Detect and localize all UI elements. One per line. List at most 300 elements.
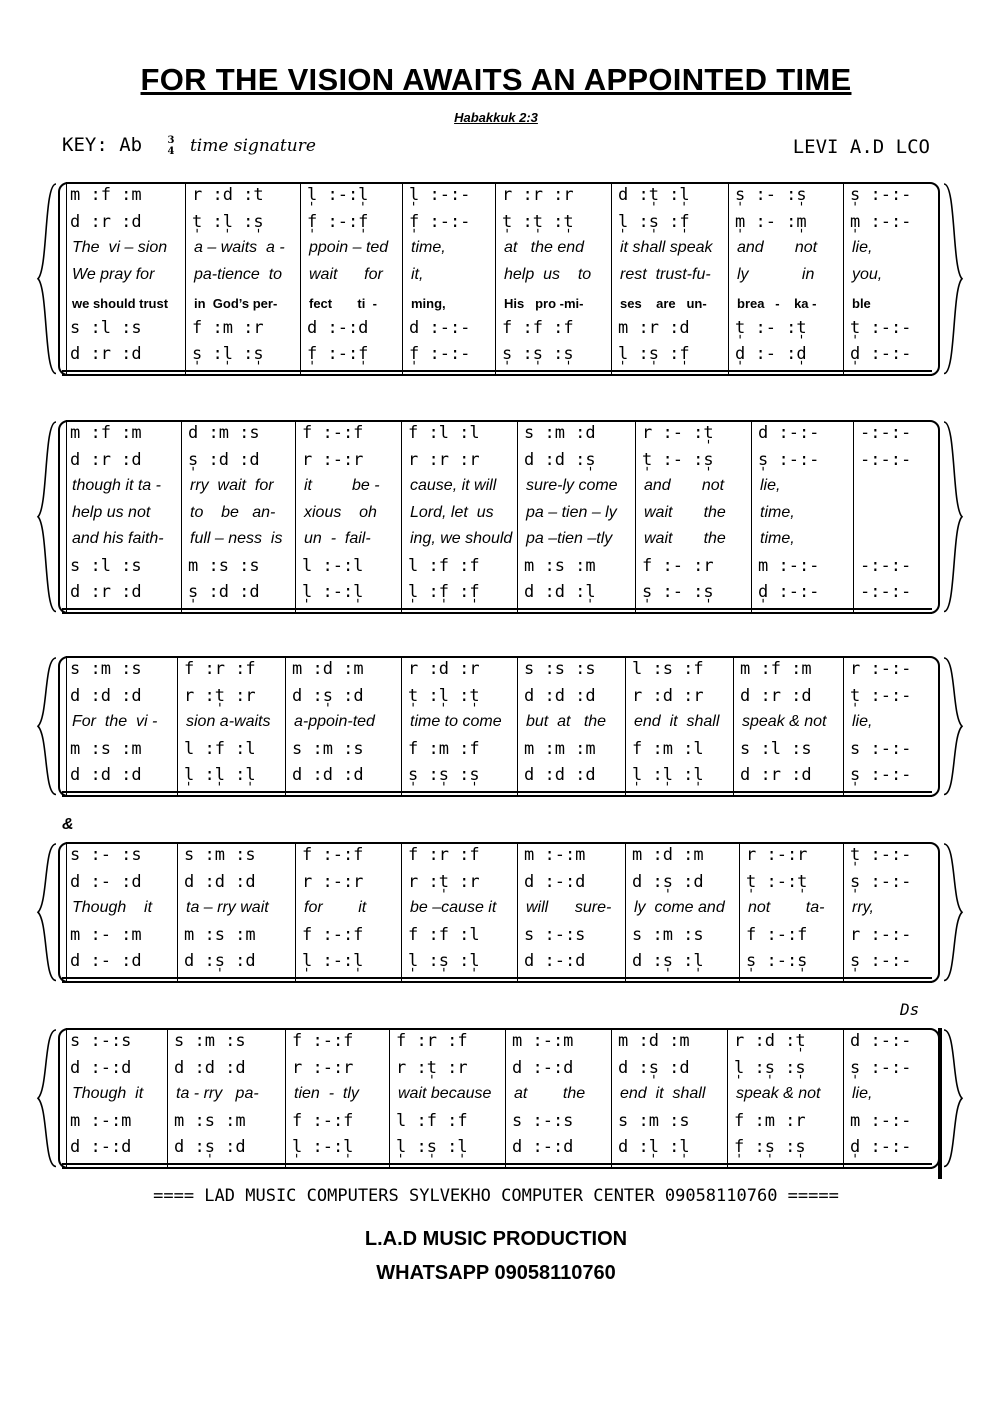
bar-line <box>300 182 301 376</box>
lyric-text: for it <box>304 899 367 916</box>
lyric-text: but at the <box>526 713 607 730</box>
lyric-text: wait the <box>644 503 726 521</box>
solfa-notes: s :- :s <box>70 845 142 865</box>
solfa-notes: d :r :d <box>740 765 812 785</box>
key-label: KEY: Ab <box>62 134 143 156</box>
solfa-notes: l̩ :-:l̩ <box>307 185 369 205</box>
lyric-text: lie, <box>852 1085 873 1102</box>
solfa-notes: f :m :f <box>408 738 480 759</box>
lyric-text: xious oh <box>304 503 377 521</box>
key-signature <box>62 134 316 157</box>
bar-line <box>517 656 518 797</box>
solfa-notes: s̩ :d :d <box>188 582 260 602</box>
lyric-text: wait for <box>309 265 383 283</box>
bar-line <box>401 420 402 614</box>
bar-line <box>635 420 636 614</box>
solfa-notes: d :t̩ :l̩ <box>618 185 690 205</box>
solfa-notes: m :f :m <box>70 423 142 443</box>
solfa-notes: d :-:d <box>524 871 586 892</box>
solfa-notes: l̩ :s̩ :l̩ <box>396 1137 468 1157</box>
bar-line <box>843 842 844 983</box>
bar-line <box>285 656 286 797</box>
bar-line <box>167 1028 168 1169</box>
lyric-text: rry, <box>852 899 874 916</box>
solfa-notes: d :d :d <box>184 871 256 892</box>
solfa-notes: l̩ :l̩ :l̩ <box>632 765 704 785</box>
lyric-text: a – waits a - <box>194 239 285 256</box>
lyric-text: ly come and <box>634 899 725 916</box>
solfa-notes: m :-:m <box>524 845 586 865</box>
solfa-notes: t̩ :- :s̩ <box>642 449 714 470</box>
lyric-text: ppoin – ted <box>309 239 389 256</box>
solfa-notes: m :-:m <box>70 1110 132 1131</box>
solfa-notes: d :r :d <box>70 582 142 602</box>
solfa-notes: s :m :s <box>70 659 142 679</box>
lyric-text: Lord, let us <box>410 503 494 521</box>
solfa-notes: f :r :f <box>396 1031 468 1051</box>
solfa-notes: d̩ :-:- <box>850 1137 912 1157</box>
solfa-notes: r :t̩ :r <box>396 1057 468 1078</box>
solfa-notes: f :r :f <box>408 845 480 865</box>
bar-line <box>853 420 854 614</box>
solfa-notes: m :f :m <box>70 185 142 205</box>
bar-line <box>402 182 403 376</box>
solfa-notes: s :m :s <box>292 738 364 759</box>
solfa-notes: l̩ :s̩ :f̩ <box>618 344 690 364</box>
solfa-notes: m :m :m <box>524 738 596 759</box>
solfa-notes: r :-:- <box>850 924 912 945</box>
solfa-notes: d :l̩ :l̩ <box>618 1137 690 1157</box>
lyric-text: pa-tience to <box>194 265 283 283</box>
solfa-notes: m :d :m <box>632 845 704 865</box>
solfa-notes: m :r :d <box>618 317 690 338</box>
solfa-notes: t̩ :- :t̩ <box>735 317 807 338</box>
lyric-text: lie, <box>852 239 873 256</box>
production-credit: L.A.D MUSIC PRODUCTION <box>364 1228 628 1250</box>
solfa-notes: r :-:r <box>302 449 364 470</box>
solfa-notes: l̩ :s̩ :s̩ <box>734 1057 806 1078</box>
bar-line <box>625 842 626 983</box>
solfa-notes: l̩ :l̩ :l̩ <box>184 765 256 785</box>
lyric-text: not ta- <box>748 899 825 916</box>
solfa-notes: d :d :d <box>174 1057 246 1078</box>
solfa-notes: s :-:- <box>850 738 912 759</box>
lyric-text: it be - <box>304 477 380 494</box>
lyric-text: pa – tien – ly <box>526 503 617 521</box>
solfa-notes: r :-:- <box>850 659 912 679</box>
segno-mark: & <box>62 816 74 833</box>
solfa-notes: -:-:- <box>860 423 912 443</box>
bar-line <box>66 842 67 983</box>
bar-line <box>295 420 296 614</box>
bar-line <box>401 656 402 797</box>
right-brace-icon <box>942 1028 966 1173</box>
lyric-text: time, <box>760 530 795 547</box>
solfa-notes: f :- :r <box>642 555 714 576</box>
lyric-text: we should trust <box>72 296 169 311</box>
solfa-notes: m :s :s <box>188 555 260 576</box>
lyric-text: pa –tien –tly <box>526 530 613 547</box>
solfa-notes: l̩ :s̩ :l̩ <box>408 951 480 971</box>
solfa-notes: l :f :f <box>396 1110 468 1131</box>
right-brace-icon <box>942 182 966 380</box>
lyric-text: a-ppoin-ted <box>294 713 375 730</box>
solfa-notes: m :d :m <box>618 1031 690 1051</box>
solfa-notes: r :-:r <box>292 1057 354 1078</box>
whatsapp-contact: WHATSAPP 09058110760 <box>376 1262 616 1284</box>
solfa-notes: f :-:f <box>292 1110 354 1131</box>
solfa-notes: s̩ :-:- <box>850 871 912 892</box>
solfa-notes: s :m :s <box>632 924 704 945</box>
solfa-notes: d :r :d <box>70 449 142 470</box>
solfa-notes: d :d :d <box>524 685 596 706</box>
bar-line <box>285 1028 286 1169</box>
bar-line <box>177 656 178 797</box>
solfa-notes: s :m :d <box>524 423 596 443</box>
solfa-notes: d :d :s̩ <box>524 449 596 470</box>
solfa-notes: l :-:l <box>302 555 364 576</box>
bar-line <box>505 1028 506 1169</box>
solfa-notes: r :-:r <box>302 871 364 892</box>
solfa-notes: s :s :s <box>524 659 596 679</box>
lyric-text: though it ta - <box>72 477 161 494</box>
solfa-notes: l̩ :-:- <box>409 185 471 205</box>
bar-line <box>401 842 402 983</box>
bar-line <box>295 842 296 983</box>
solfa-notes: d :-:- <box>850 1031 912 1051</box>
right-brace-icon <box>942 842 966 987</box>
solfa-notes: l :s :f <box>632 659 704 679</box>
left-brace-icon <box>34 656 58 801</box>
lyric-text: Though it <box>72 899 153 916</box>
solfa-notes: m :s :m <box>70 738 142 759</box>
lyric-text: you, <box>852 265 883 283</box>
left-brace-icon <box>34 182 58 380</box>
solfa-notes: m :-:- <box>850 1110 912 1131</box>
score-system <box>0 842 992 999</box>
lyric-text: time to come <box>410 713 502 730</box>
solfa-notes: r :d :r <box>632 685 704 706</box>
solfa-notes: s :m :s <box>618 1110 690 1131</box>
time-signature-fraction <box>168 135 175 157</box>
solfa-notes: s :-:s <box>512 1110 574 1131</box>
lyric-text: at the <box>514 1085 586 1102</box>
bar-line <box>181 420 182 614</box>
solfa-notes: f :r :f <box>184 659 256 679</box>
lyric-text: rest trust-fu- <box>620 265 711 283</box>
lyric-text: ble <box>852 296 871 311</box>
solfa-notes: d :d :d <box>292 765 364 785</box>
solfa-notes: f :f :f <box>502 317 574 338</box>
bar-line <box>185 182 186 376</box>
solfa-notes: s :-:s <box>524 924 586 945</box>
solfa-notes: s :m :s <box>174 1031 246 1051</box>
lyric-text: time, <box>411 239 446 256</box>
solfa-notes: r :d :r <box>408 659 480 679</box>
lyric-text: The vi – sion <box>72 239 168 256</box>
lyric-text: ly in <box>737 265 815 283</box>
lyric-text: help us not <box>72 503 151 521</box>
bar-line <box>843 656 844 797</box>
time-signature-label: time signature <box>189 136 316 156</box>
bar-line <box>727 1028 728 1169</box>
solfa-notes: t̩ :-:- <box>850 317 912 338</box>
lyric-text: sure-ly come <box>526 477 618 494</box>
bar-line <box>389 1028 390 1169</box>
solfa-notes: l̩ :f̩ :f̩ <box>408 582 480 602</box>
lyric-text: end it shall <box>634 713 720 730</box>
lyric-text: it shall speak <box>620 239 713 256</box>
solfa-notes: m :f :m <box>740 659 812 679</box>
lyric-text: at the end <box>504 239 585 256</box>
solfa-notes: r :d :t <box>192 185 264 205</box>
solfa-notes: l̩ :-:l̩ <box>302 582 364 602</box>
solfa-notes: m̩ :-:- <box>850 211 912 232</box>
composer: LEVI A.D LCO <box>792 136 930 158</box>
lyric-text: un - fail- <box>304 530 371 547</box>
footer-credits: ==== LAD MUSIC COMPUTERS SYLVEKHO COMPUTER CENTER 09058110760 ===== <box>153 1186 839 1206</box>
lyric-text: speak & not <box>742 713 827 730</box>
system-divider <box>62 608 932 614</box>
solfa-notes: m :- :m <box>70 924 142 945</box>
bar-line <box>66 656 67 797</box>
solfa-notes: l̩ :-:l̩ <box>292 1137 354 1157</box>
solfa-notes: s̩ :-:s̩ <box>746 951 808 971</box>
lyric-text: Though it <box>72 1085 144 1102</box>
solfa-notes: s̩ :s̩ :s̩ <box>502 344 574 364</box>
lyric-text: His pro -mi- <box>504 296 584 311</box>
solfa-notes: s :-:s <box>70 1031 132 1051</box>
bar-line <box>66 420 67 614</box>
solfa-notes: d :d :d <box>524 765 596 785</box>
solfa-notes: l :f :l <box>184 738 256 759</box>
solfa-notes: s̩ :d :d <box>188 449 260 470</box>
lyric-text: and not <box>737 239 818 256</box>
solfa-notes: r :- :t̩ <box>642 423 714 443</box>
lyric-text: lie, <box>852 713 873 730</box>
solfa-notes: s :l :s <box>70 555 142 576</box>
system-divider <box>62 791 932 797</box>
time-sig-top: 3 <box>167 134 175 146</box>
solfa-notes: m̩ :- :m̩ <box>735 211 807 232</box>
lyric-text: We pray for <box>72 265 155 283</box>
solfa-notes: d :s̩ :d <box>174 1137 246 1157</box>
bar-line <box>728 182 729 376</box>
solfa-notes: d :-:d <box>70 1137 132 1157</box>
solfa-notes: d :r :d <box>70 211 142 232</box>
solfa-notes: d :-:d <box>70 1057 132 1078</box>
lyric-text: it, <box>411 265 424 283</box>
lyric-text: in God’s per- <box>194 296 278 311</box>
solfa-notes: m :s :m <box>524 555 596 576</box>
solfa-notes: t̩ :-:- <box>850 685 912 706</box>
solfa-notes: s̩ :-:- <box>850 185 912 205</box>
solfa-notes: d :m :s <box>188 423 260 443</box>
solfa-notes: d :- :d <box>70 951 142 971</box>
lyric-text: and not <box>644 477 725 494</box>
solfa-notes: f :-:f <box>302 423 364 443</box>
solfa-notes: f̩ :-:f̩ <box>307 211 369 232</box>
solfa-notes: f :-:f <box>302 924 364 945</box>
solfa-notes: r :r :r <box>408 449 480 470</box>
page-title: FOR THE VISION AWAITS AN APPOINTED TIME <box>140 62 852 97</box>
lyric-text: cause, it will <box>410 477 497 494</box>
solfa-notes: d :- :d <box>70 871 142 892</box>
bar-line <box>517 842 518 983</box>
solfa-notes: d :-:d <box>524 951 586 971</box>
solfa-notes: f̩ :s̩ :s̩ <box>734 1137 806 1157</box>
lyric-text: be –cause it <box>410 899 497 916</box>
solfa-notes: d :d :d <box>70 765 142 785</box>
solfa-notes: d :s̩ :d <box>184 951 256 971</box>
solfa-notes: f :-:f <box>302 845 364 865</box>
solfa-notes: d :-:d <box>307 317 369 338</box>
solfa-notes: d :-:d <box>512 1137 574 1157</box>
system-divider <box>62 370 932 376</box>
lyric-text: sion a-waits <box>186 713 271 730</box>
bar-line <box>517 420 518 614</box>
score-system <box>0 656 992 813</box>
bar-line <box>625 656 626 797</box>
solfa-notes: s̩ :-:- <box>850 765 912 785</box>
lyric-text: ming, <box>411 296 446 311</box>
solfa-notes: d :s̩ :l̩ <box>632 951 704 971</box>
lyric-text: and his faith- <box>72 530 164 547</box>
solfa-notes: f̩ :-:- <box>409 211 471 232</box>
solfa-notes: m :-:m <box>512 1031 574 1051</box>
lyric-text: speak & not <box>736 1085 821 1102</box>
lyric-text: to be an- <box>190 503 276 521</box>
solfa-notes: d :r :d <box>740 685 812 706</box>
solfa-notes: m :-:- <box>758 555 820 576</box>
system-divider <box>62 1163 932 1169</box>
lyric-text: end it shall <box>620 1085 706 1102</box>
bar-line <box>843 1028 844 1169</box>
solfa-notes: d :d :d <box>70 685 142 706</box>
solfa-notes: r :d :t̩ <box>734 1031 806 1051</box>
score-system <box>0 182 992 392</box>
lyric-text: ses are un- <box>620 296 707 311</box>
lyric-text: tien - tly <box>294 1085 359 1102</box>
solfa-notes: d̩ :-:- <box>758 582 820 602</box>
solfa-notes: d :-:d <box>512 1057 574 1078</box>
solfa-notes: f̩ :-:- <box>409 344 471 364</box>
solfa-notes: t̩ :l̩ :s̩ <box>192 211 264 232</box>
solfa-notes: -:-:- <box>860 582 912 602</box>
lyric-text: help us to <box>504 265 592 283</box>
solfa-notes: m :s :m <box>184 924 256 945</box>
solfa-notes: d :s̩ :d <box>618 1057 690 1078</box>
solfa-notes: f :l :l <box>408 423 480 443</box>
bar-line <box>66 1028 67 1169</box>
solfa-notes: f :-:f <box>292 1031 354 1051</box>
solfa-notes: d :d :l̩ <box>524 582 596 602</box>
bar-line <box>177 842 178 983</box>
solfa-notes: f :m :r <box>734 1110 806 1131</box>
lyric-text: fect ti - <box>309 296 377 311</box>
lyric-text: rry wait for <box>190 477 274 494</box>
solfa-notes: -:-:- <box>860 449 912 470</box>
solfa-notes: l̩ :s̩ :f̩ <box>618 211 690 232</box>
solfa-notes: r :-:r <box>746 845 808 865</box>
lyric-text: For the vi - <box>72 713 158 730</box>
solfa-notes: d :-:- <box>409 317 471 338</box>
solfa-notes: t̩ :t̩ :t̩ <box>502 211 574 232</box>
dal-segno-mark: Ds <box>900 1000 920 1019</box>
right-brace-icon <box>942 420 966 618</box>
solfa-notes: d̩ :- :d̩ <box>735 344 807 364</box>
lyric-text: ta – rry wait <box>186 899 269 916</box>
solfa-notes: m :s :m <box>174 1110 246 1131</box>
bar-line <box>733 656 734 797</box>
score-system <box>0 420 992 630</box>
bar-line <box>611 182 612 376</box>
lyric-text: time, <box>760 503 795 521</box>
time-sig-bottom: 4 <box>167 145 175 157</box>
right-brace-icon <box>942 656 966 801</box>
solfa-notes: f :m :r <box>192 317 264 338</box>
solfa-notes: s̩ :-:- <box>758 449 820 470</box>
solfa-notes: d :r :d <box>70 344 142 364</box>
solfa-notes: r :t̩ :r <box>184 685 256 706</box>
solfa-notes: f :f :l <box>408 924 480 945</box>
solfa-notes: f̩ :-:f̩ <box>307 344 369 364</box>
solfa-notes: r :r :r <box>502 185 574 205</box>
solfa-notes: s̩ :- :s̩ <box>735 185 807 205</box>
solfa-notes: s̩ :s̩ :s̩ <box>408 765 480 785</box>
scripture-reference: Habakkuk 2:3 <box>454 110 538 125</box>
bar-line <box>751 420 752 614</box>
score-system <box>0 1028 992 1185</box>
lyric-text: brea - ka - <box>737 296 817 311</box>
bar-line <box>739 842 740 983</box>
solfa-notes: s :m :s <box>184 845 256 865</box>
lyric-text: wait because <box>398 1085 492 1102</box>
left-brace-icon <box>34 420 58 618</box>
solfa-notes: t̩ :l̩ :t̩ <box>408 685 480 706</box>
lyric-text: ta - rry pa- <box>176 1085 259 1102</box>
solfa-notes: t̩ :-:- <box>850 845 912 865</box>
bar-line <box>611 1028 612 1169</box>
solfa-notes: s̩ :-:- <box>850 951 912 971</box>
solfa-notes: d :s̩ :d <box>292 685 364 706</box>
solfa-notes: s̩ :l̩ :s̩ <box>192 344 264 364</box>
solfa-notes: f :m :l <box>632 738 704 759</box>
lyric-text: lie, <box>760 477 781 494</box>
bar-line <box>843 182 844 376</box>
solfa-notes: d̩ :-:- <box>850 344 912 364</box>
lyric-text: wait the <box>644 530 726 547</box>
system-divider <box>62 977 932 983</box>
lyric-text: will sure- <box>526 899 612 916</box>
solfa-notes: m :d :m <box>292 659 364 679</box>
solfa-notes: s̩ :-:- <box>850 1057 912 1078</box>
solfa-notes: t̩ :-:t̩ <box>746 871 808 892</box>
solfa-notes: d :s̩ :d <box>632 871 704 892</box>
lyric-text: full – ness is <box>190 530 283 547</box>
solfa-notes: f :-:f <box>746 924 808 945</box>
lyric-text: ing, we should <box>410 530 513 547</box>
bar-line <box>495 182 496 376</box>
solfa-notes: l :f :f <box>408 555 480 576</box>
left-brace-icon <box>34 842 58 987</box>
solfa-notes: r :t̩ :r <box>408 871 480 892</box>
solfa-notes: s̩ :- :s̩ <box>642 582 714 602</box>
solfa-notes: l̩ :-:l̩ <box>302 951 364 971</box>
bar-line <box>66 182 67 376</box>
solfa-notes: s :l :s <box>740 738 812 759</box>
solfa-notes: d :-:- <box>758 423 820 443</box>
